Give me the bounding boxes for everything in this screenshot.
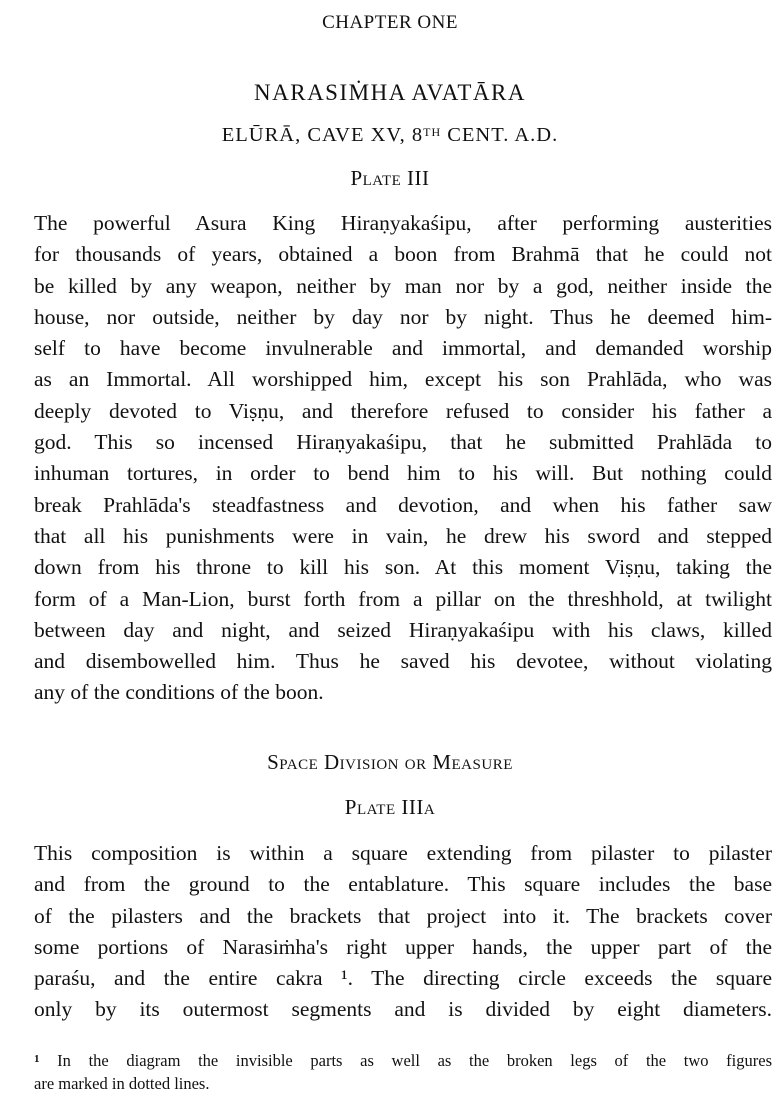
text-line: only by its outermost segments and is divided by eight diameters. xyxy=(34,997,772,1022)
text-line: god. This so incensed Hiraṇyakaśipu, that he submitted Prahlāda to xyxy=(34,430,772,455)
plate-heading: Plate III xyxy=(350,166,430,190)
chapter-heading: CHAPTER ONE xyxy=(322,12,458,33)
text-line: any of the conditions of the boon. xyxy=(34,680,324,705)
footnote-line xyxy=(34,1048,772,1072)
text-line: between day and night, and seized Hiraṇyakaśipu with his claws, killed xyxy=(34,617,772,642)
subtitle-sup: TH xyxy=(423,125,442,139)
text-line: some portions of Narasiṁha's right upper hands, the upper part of the xyxy=(34,934,772,959)
text-line: break Prahlāda's steadfastness and devotion, and when his father saw xyxy=(34,492,772,517)
text-line: This composition is within a square extending from pilaster to pilaster xyxy=(34,841,772,865)
text-line: down from his throne to kill his son. At this moment Viṣṇu, taking the xyxy=(34,555,772,580)
text-line: The powerful Asura King Hiraṇyakaśipu, after performing austerities xyxy=(34,211,772,235)
section-title: NARASIṀHA AVATĀRA xyxy=(254,80,526,105)
section-heading-space-division: Space Division or Measure xyxy=(267,750,513,774)
footnote-marker: 1 xyxy=(34,1053,40,1065)
plate-heading-iiia: Plate IIIa xyxy=(344,795,436,819)
text-line: and disembowelled him. Thus he saved his devotee, without violating xyxy=(34,649,772,674)
text-line: paraśu, and the entire cakra ¹. The directing circle exceeds the square xyxy=(34,966,772,991)
text-line: for thousands of years, obtained a boon from Brahmā that he could not xyxy=(34,242,772,267)
subtitle-pre: ELŪRĀ, CAVE XV, 8 xyxy=(221,124,424,146)
text-line: of the pilasters and the brackets that project into it. The brackets cover xyxy=(34,903,772,928)
text-line: house, nor outside, neither by day nor by night. Thus he deemed him- xyxy=(34,304,772,329)
paragraph-composition xyxy=(34,838,772,1026)
text-line: be killed by any weapon, neither by man nor by a god, neither inside the xyxy=(34,273,772,298)
footnote xyxy=(34,1048,772,1095)
subtitle-post: CENT. A.D. xyxy=(441,124,559,146)
footnote-line: are marked in dotted lines. xyxy=(34,1074,210,1093)
text-line: form of a Man-Lion, burst forth from a pillar on the threshhold, at twilight xyxy=(34,586,772,611)
text-line: self to have become invulnerable and immortal, and demanded worship xyxy=(34,336,772,361)
text-line: as an Immortal. All worshipped him, except his son Prahlāda, who was xyxy=(34,367,772,392)
text-line: deeply devoted to Viṣṇu, and therefore refused to consider his father a xyxy=(34,398,772,423)
text-line: and from the ground to the entablature. This square includes the base xyxy=(34,872,772,897)
text-line: that all his punishments were in vain, he drew his sword and stepped xyxy=(34,523,772,548)
text-line: inhuman tortures, in order to bend him to his will. But nothing could xyxy=(34,461,772,486)
paragraph-narrative xyxy=(34,208,772,709)
subtitle xyxy=(0,124,780,147)
footnote-text: In the diagram the invisible parts as well as the broken legs of the two figures xyxy=(39,1051,772,1070)
